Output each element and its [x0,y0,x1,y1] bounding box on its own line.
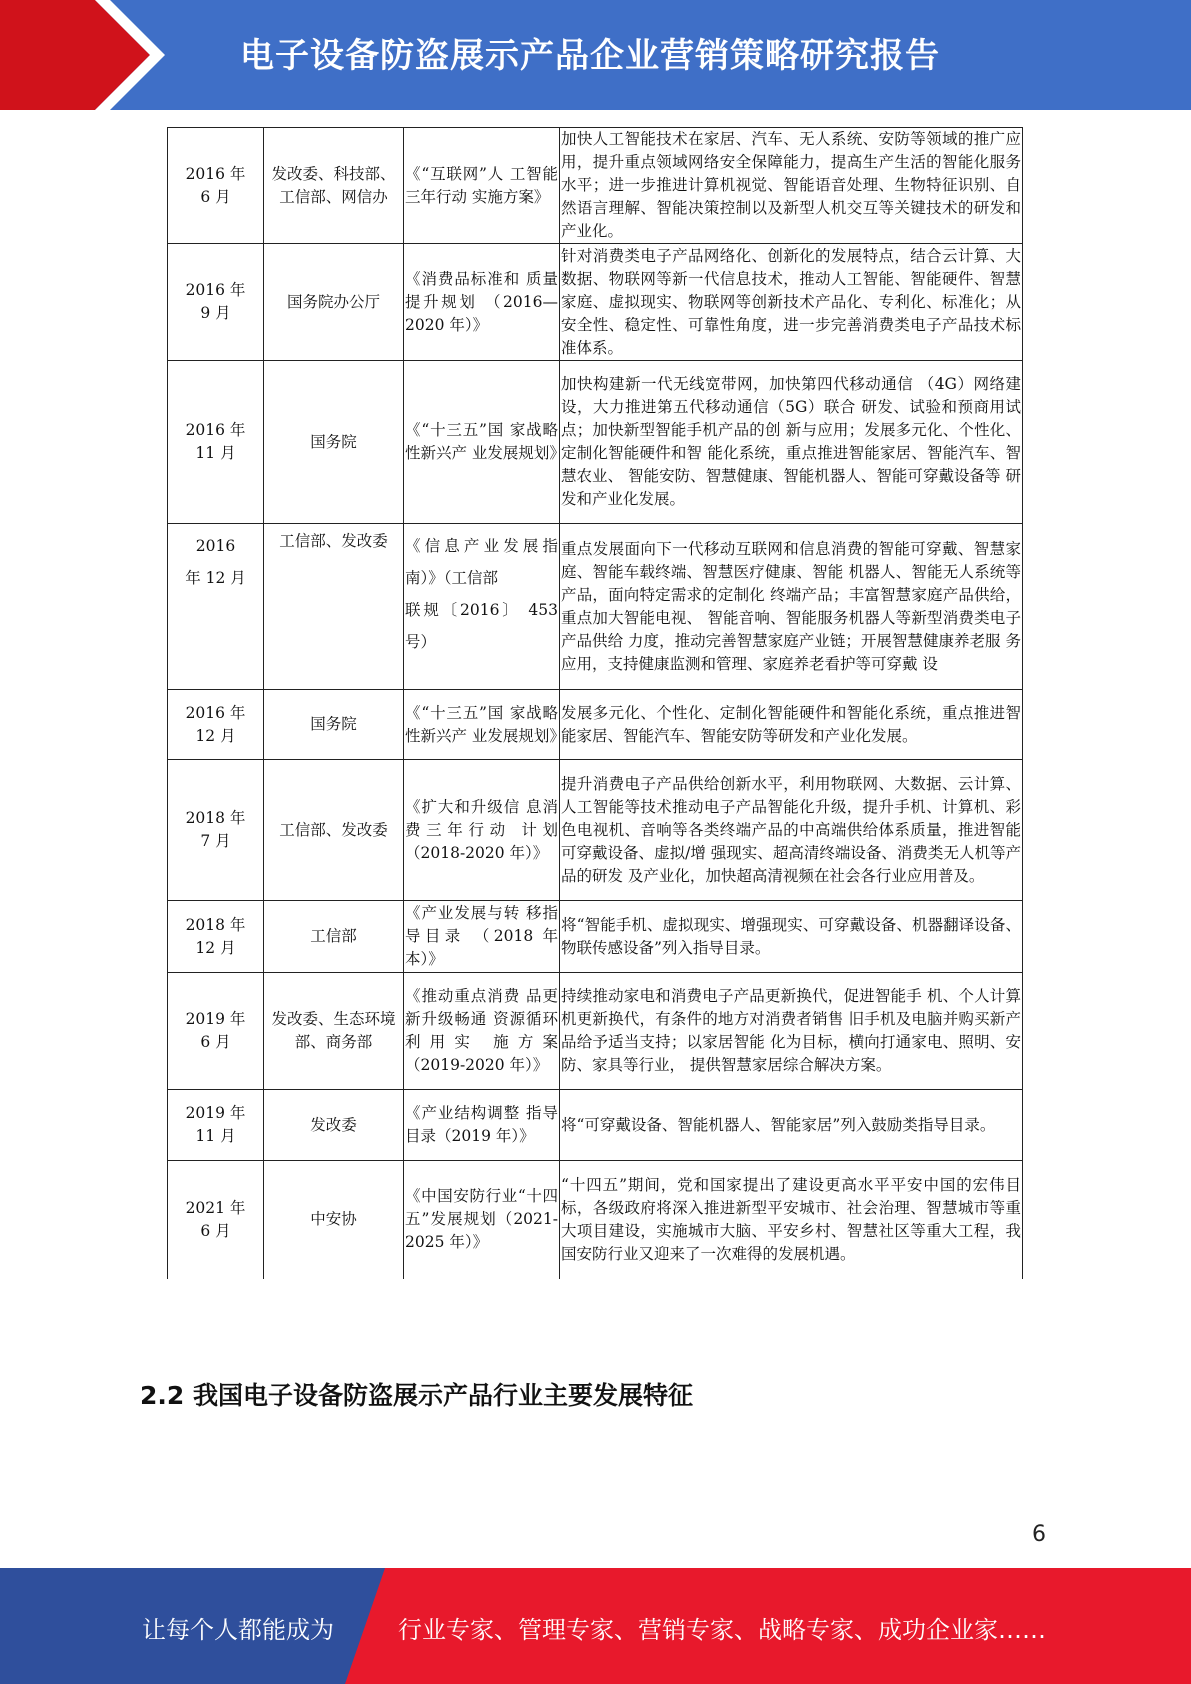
table-row [168,128,1023,244]
footer-slogan-right: 行业专家、管理专家、营销专家、战略专家、成功企业家…… [398,1616,1046,1644]
description-cell: 发展多元化、个性化、定制化智能硬件和智能化系统，重点推进智能家居、智能汽车、智能安防等研发和产业化发展。 [560,690,1023,760]
description-cell: 加快构建新一代无线宽带网，加快第四代移动通信 （4G）网络建设，大力推进第五代移动通信（5G）联合 研发、试验和预商用试点；加快新型智能手机产品的创 新与应用；发展多元化、个性化、定制化智能硬件和智 能化系统，重点推进智能家居、智能汽车、智慧农业、 智能安防、智慧健康、智能机器人、智能可穿戴设备等 研发和产业化发展。 [560,361,1023,524]
document-cell: 《推动重点消费 品更新升级畅通 资源循环利用实 施方案（2019-2020 年）》 [404,973,560,1090]
document-cell: 《“十三五”国 家战略性新兴产 业发展规划》 [404,690,560,760]
table-row [168,244,1023,361]
section-heading: 2.2 我国电子设备防盗展示产品行业主要发展特征 [140,1381,693,1410]
footer-slogan-left: 让每个人都能成为 [142,1616,334,1644]
date-cell: 2016 年 11 月 [168,361,264,524]
document-cell: 《“十三五”国 家战略性新兴产 业发展规划》 [404,361,560,524]
department-cell: 工信部 [264,901,404,973]
description-cell: “十四五”期间，党和国家提出了建设更高水平平安中国的宏伟目标，各级政府将深入推进新型平安城市、社会治理、智慧城市等重大项目建设，实施城市大脑、平安乡村、智慧社区等重大工程，我国安防行业又迎来了一次难得的发展机遇。 [560,1161,1023,1279]
department-cell: 发改委、生态环境部、商务部 [264,973,404,1090]
department-cell: 国务院 [264,361,404,524]
report-title: 电子设备防盗展示产品企业营销策略研究报告 [240,36,940,76]
table-row [168,901,1023,973]
document-cell: 《“互联网”人 工智能三年行动 实施方案》 [404,128,560,244]
description-cell: 加快人工智能技术在家居、汽车、无人系统、安防等领域的推广应用，提升重点领域网络安全保障能力，提高生产生活的智能化服务水平；进一步推进计算机视觉、智能语音处理、生物特征识别、自然语言理解、智能决策控制以及新型人机交互等关键技术的研发和产业化。 [560,128,1023,244]
table-row [168,1090,1023,1161]
department-cell: 国务院办公厅 [264,244,404,361]
table-row [168,1161,1023,1279]
department-cell: 中安协 [264,1161,404,1279]
table-row [168,524,1023,690]
description-cell: 将“智能手机、虚拟现实、增强现实、可穿戴设备、机器翻译设备、物联传感设备”列入指导目录。 [560,901,1023,973]
description-cell: 针对消费类电子产品网络化、创新化的发展特点，结合云计算、大数据、物联网等新一代信息技术，推动人工智能、智能硬件、智慧家庭、虚拟现实、物联网等创新技术产品化、专利化、标准化；从安全性、稳定性、可靠性角度，进一步完善消费类电子产品技术标准体系。 [560,244,1023,361]
department-cell: 工信部、发改委 [264,760,404,901]
description-cell: 将“可穿戴设备、智能机器人、智能家居”列入鼓励类指导目录。 [560,1090,1023,1161]
header-banner [0,0,1191,110]
date-cell: 2019 年 11 月 [168,1090,264,1161]
date-cell: 2016 年 6 月 [168,128,264,244]
table-row [168,690,1023,760]
description-cell: 提升消费电子产品供给创新水平，利用物联网、大数据、云计算、人工智能等技术推动电子产品智能化升级，提升手机、计算机、彩色电视机、音响等各类终端产品的中高端供给体系质量，推进智能可穿戴设备、虚拟/增 强现实、超高清终端设备、消费类无人机等产品的研发 及产业化，加快超高清视频在社会各行业应用普及。 [560,760,1023,901]
date-cell: 2016 年 12 月 [168,524,264,690]
department-cell: 发改委 [264,1090,404,1161]
document-cell: 《信息产业发展指南）》（工信部 联规〔2016〕 453 号） [404,524,560,690]
page-number: 6 [1032,1522,1046,1547]
footer-banner [0,1568,1191,1684]
table-row [168,760,1023,901]
description-cell: 持续推动家电和消费电子产品更新换代，促进智能手 机、个人计算机更新换代，有条件的地方对消费者销售 旧手机及电脑并购买新产品给予适当支持；以家居智能 化为目标，横向打通家电、照明、安防、家具等行业， 提供智慧家居综合解决方案。 [560,973,1023,1090]
document-cell: 《消费品标准和 质量提升规划 （2016—2020 年）》 [404,244,560,361]
date-cell: 2019 年 6 月 [168,973,264,1090]
date-cell: 2016 年 9 月 [168,244,264,361]
date-cell: 2016 年 12 月 [168,690,264,760]
document-cell: 《产业发展与转 移指导目录 （2018 年本）》 [404,901,560,973]
date-cell: 2018 年 12 月 [168,901,264,973]
document-cell: 《中国安防行业“十四五”发展规划（2021-2025 年）》 [404,1161,560,1279]
date-cell: 2018 年 7 月 [168,760,264,901]
policy-table [167,127,1023,1279]
description-cell: 重点发展面向下一代移动互联网和信息消费的智能可穿戴、智慧家庭、智能车载终端、智慧医疗健康、智能 机器人、智能无人系统等产品，面向特定需求的定制化 终端产品；丰富智慧家庭产品供给，重点加大智能电视、 智能音响、智能服务机器人等新型消费类电子产品供给 力度，推动完善智慧家庭产业链；开展智慧健康养老服 务应用，支持健康监测和管理、家庭养老看护等可穿戴 设 [560,524,1023,690]
department-cell: 国务院 [264,690,404,760]
date-cell: 2021 年 6 月 [168,1161,264,1279]
document-cell: 《扩大和升级信 息消费三年行动 计划（2018-2020 年）》 [404,760,560,901]
department-cell: 发改委、科技部、工信部、网信办 [264,128,404,244]
document-cell: 《产业结构调整 指导目录（2019 年）》 [404,1090,560,1161]
header-arrow-red [0,0,150,110]
table-row [168,973,1023,1090]
department-cell: 工信部、发改委 [264,524,404,690]
table-row [168,361,1023,524]
